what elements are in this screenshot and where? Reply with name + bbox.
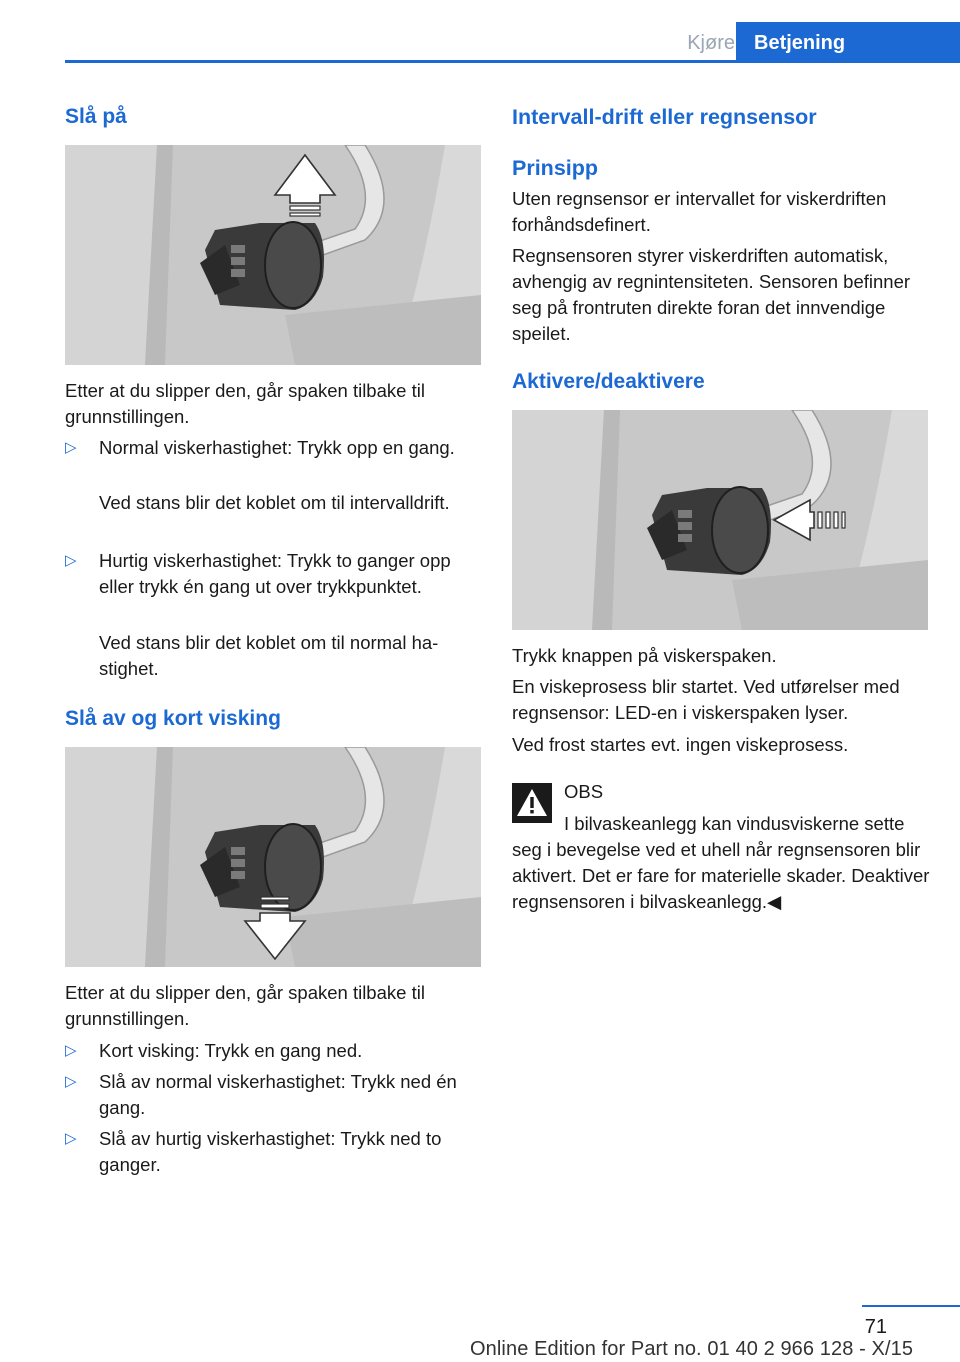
bullet-mark: ▷ <box>65 1042 77 1059</box>
warning-icon <box>512 783 552 823</box>
caption-slaa-av: Etter at du slipper den, går spaken tilbake til grunnstillingen. <box>65 982 425 1029</box>
header-tab-kjore[interactable]: Kjøre <box>687 32 735 54</box>
list-item <box>65 1126 481 1182</box>
page-header <box>0 0 960 64</box>
paragraph-prinsipp-1: Uten regnsensor er intervallet for viskerdriften forhåndsdefinert. <box>512 188 887 235</box>
heading-slaa-paa: Slå på <box>65 105 127 128</box>
list-item-text: Kort visking: Trykk en gang ned. <box>99 1040 363 1061</box>
footer-edition: Online Edition for Part no. 01 40 2 966 128 - X/15 <box>470 1338 914 1360</box>
list-item-text: Slå av normal viskerhastighet: Trykk ned én gang. <box>99 1071 457 1118</box>
header-rule <box>65 60 960 63</box>
bullet-mark: ▷ <box>65 439 77 456</box>
list-item-note: Ved stans blir det koblet om til intervalldrift. <box>99 492 450 513</box>
page-number: 71 <box>864 1316 887 1338</box>
section-title: Intervall-drift eller regnsensor <box>512 105 817 129</box>
header-tab-betjening[interactable]: Betjening <box>736 22 960 62</box>
heading-prinsipp: Prinsipp <box>512 156 599 180</box>
list-item-text: Slå av hurtig viskerhastighet: Trykk ned to ganger. <box>99 1128 442 1175</box>
paragraph-aktivere-3: Ved frost startes evt. ingen viskeprosess. <box>512 734 849 755</box>
warning-text-first-line: I bilvaskeanlegg kan vindusviskerne sette <box>564 813 905 834</box>
list-item <box>65 435 481 491</box>
illustration-lever-up <box>65 145 481 365</box>
paragraph-aktivere-1: Trykk knappen på viskerspaken. <box>512 645 777 666</box>
lever-up-drawing <box>65 145 481 365</box>
heading-aktivere: Aktivere/deaktivere <box>512 370 705 393</box>
bullet-mark: ▷ <box>65 1130 77 1147</box>
list-item <box>65 548 481 628</box>
lever-down-drawing <box>65 747 481 967</box>
warning-label: OBS <box>564 781 604 802</box>
illustration-lever-press <box>512 410 928 630</box>
list-item <box>65 1038 481 1066</box>
paragraph-aktivere-2: En viskeprosess blir startet. Ved utførelser med regnsensor: LED-en i viskerspaken lyser. <box>512 676 900 723</box>
paragraph-prinsipp-2: Regnsensoren styrer viskerdriften automatisk, avhengig av regnintensiteten. Sensoren befinner seg på frontruten direkte foran det innvendige speilet. <box>512 245 911 344</box>
list-item-text: Normal viskerhastighet: Trykk opp en gang. <box>99 437 455 458</box>
list-item <box>65 1069 481 1125</box>
caption-slaa-paa: Etter at du slipper den, går spaken tilbake til grunnstillingen. <box>65 380 425 427</box>
illustration-lever-down <box>65 747 481 967</box>
heading-slaa-av: Slå av og kort visking <box>65 707 281 730</box>
list-item-note: Ved stans blir det koblet om til normal hastighet. <box>99 632 439 679</box>
warning-text: seg i bevegelse ved et uhell når regnsensoren blir aktivert. Det er fare for materielle skader. Deaktiver regnsensoren i bilvaskeanlegg.◀ <box>512 839 930 912</box>
footer-rule <box>862 1305 960 1307</box>
list-item-text: Hurtig viskerhastighet: Trykk to ganger opp eller trykk én gang ut over trykkpunktet. <box>99 550 451 597</box>
bullet-mark: ▷ <box>65 552 77 569</box>
bullet-mark: ▷ <box>65 1073 77 1090</box>
lever-press-drawing <box>512 410 928 630</box>
